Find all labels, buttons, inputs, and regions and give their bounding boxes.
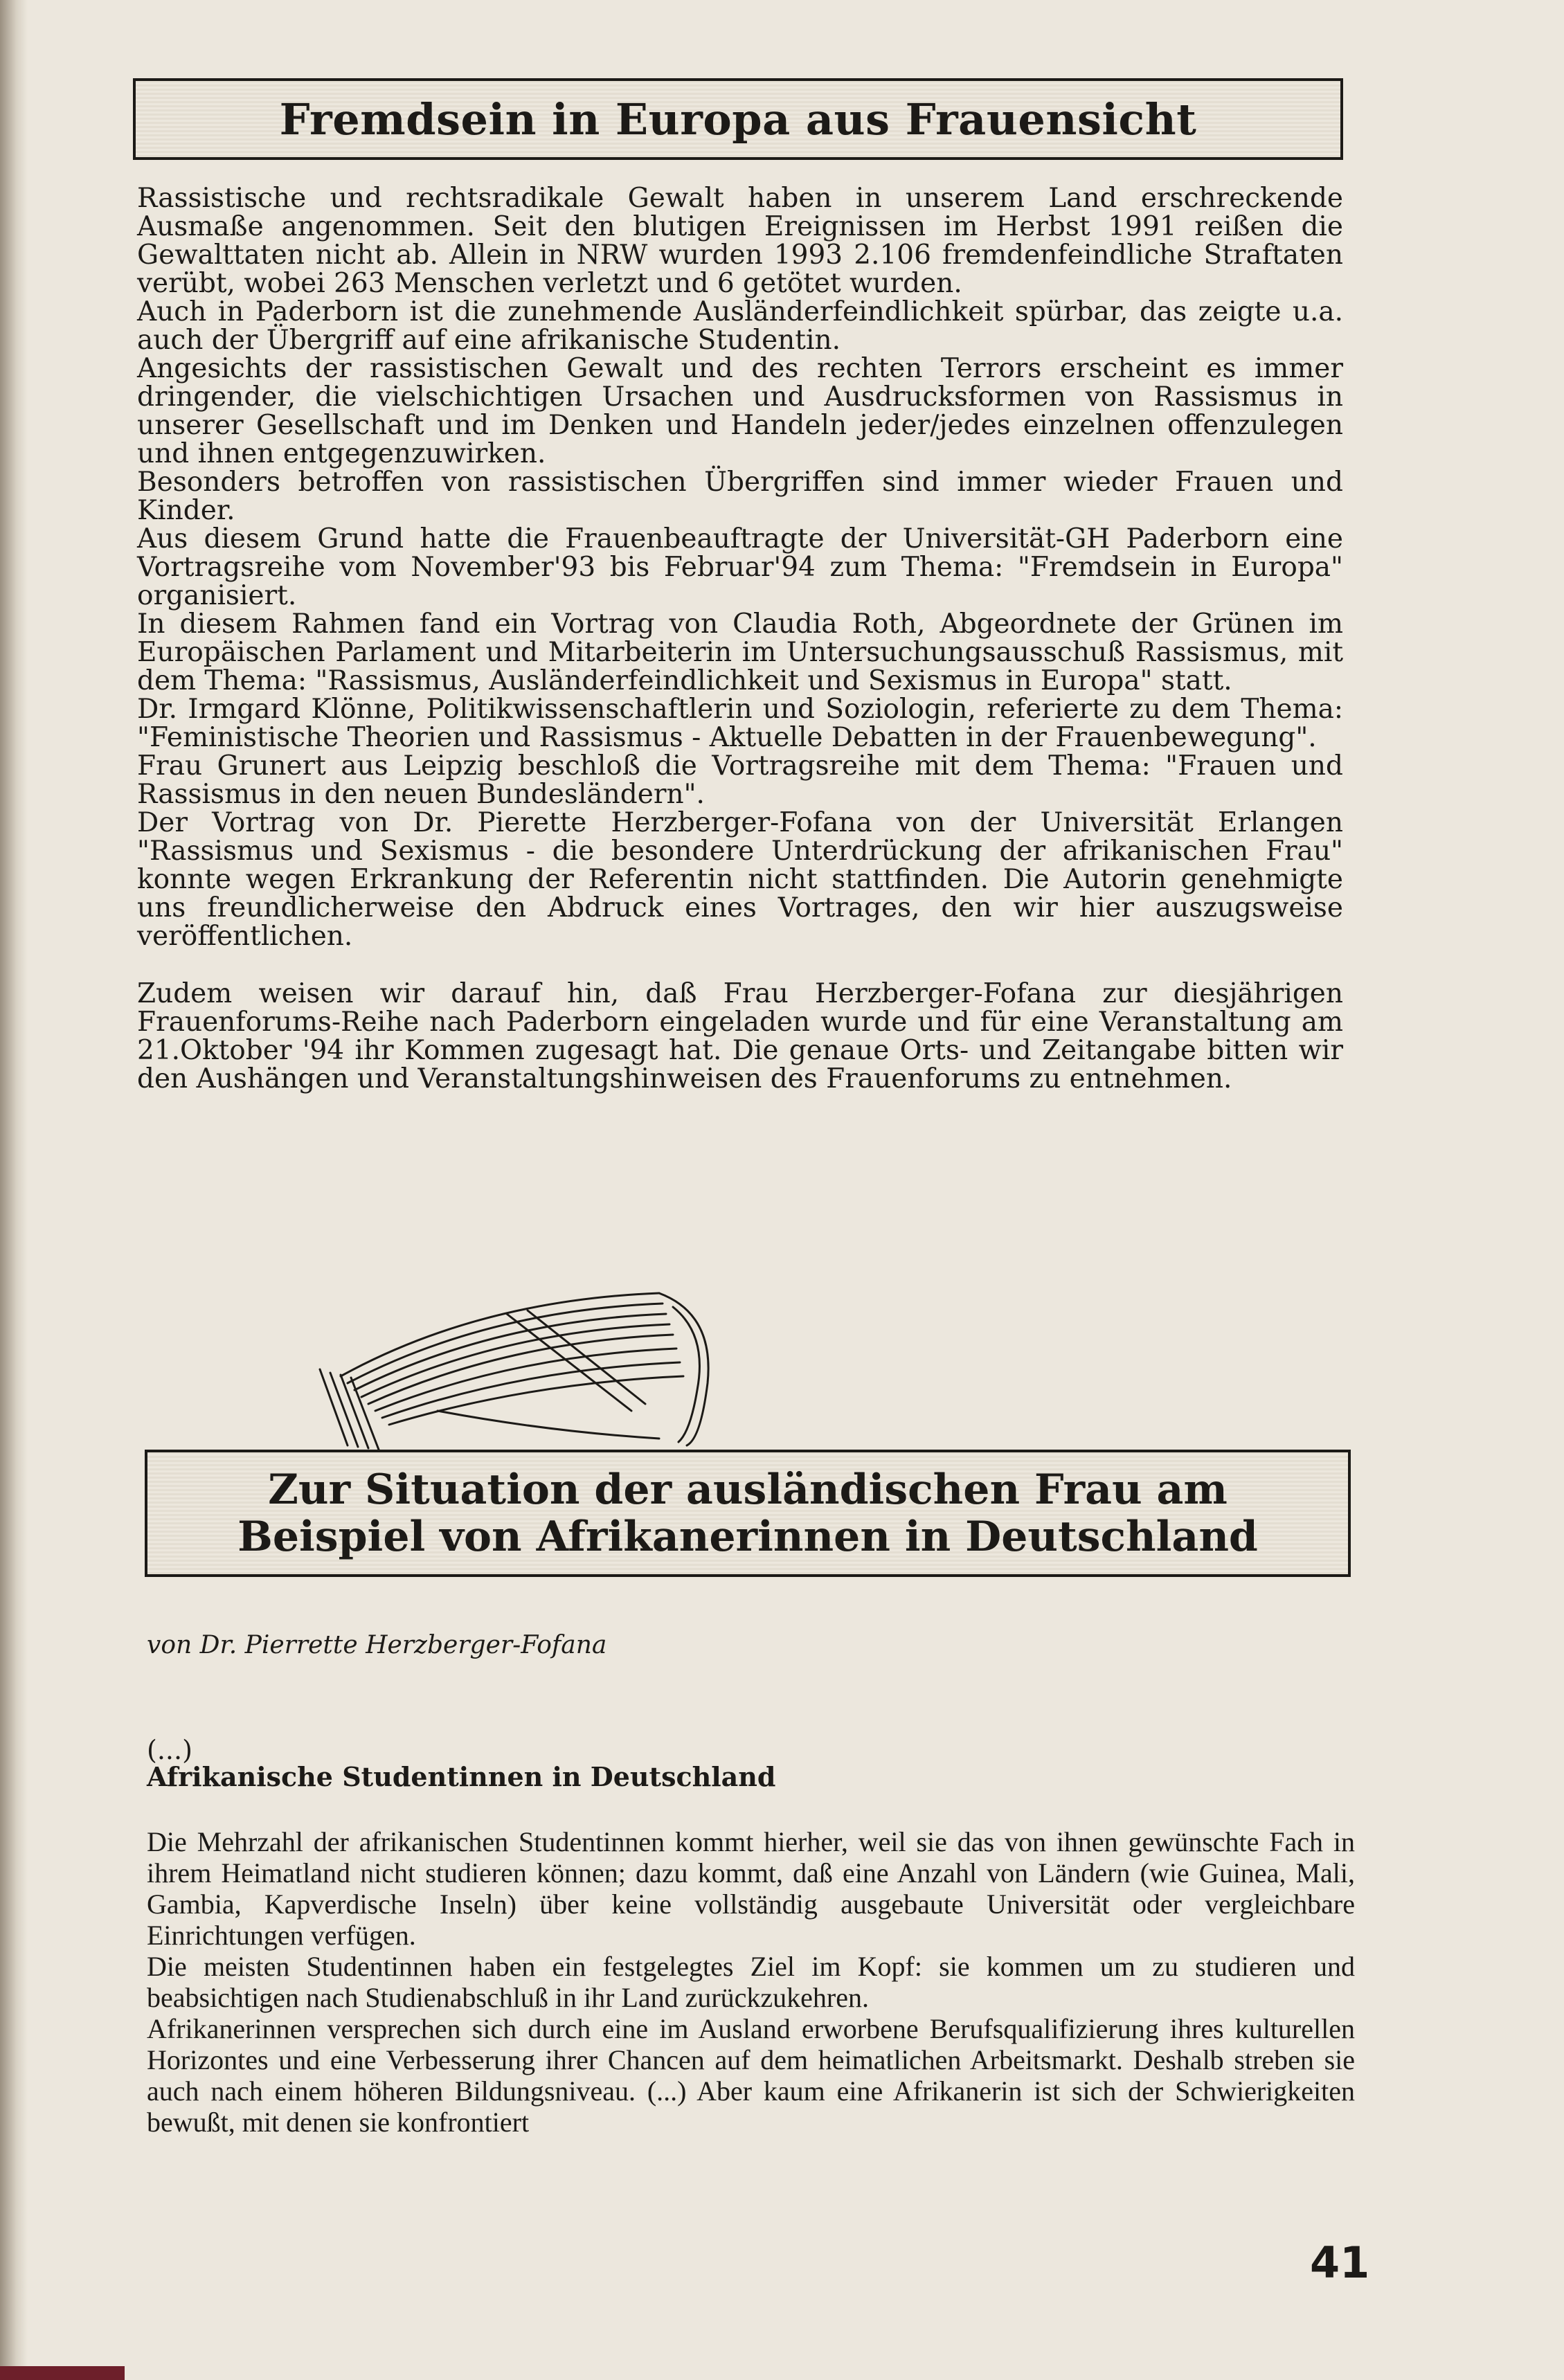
article1-paragraph: Auch in Paderborn ist die zunehmende Ausländerfeindlichkeit spürbar, das zeigte u.a. auch der Übergriff auf eine afrikanische Studentin. — [137, 296, 1343, 356]
article2-title-line-1: Zur Situation der ausländischen Frau am — [268, 1466, 1228, 1514]
article1-paragraph: Angesichts der rassistischen Gewalt und des rechten Terrors erscheint es immer dringender, die vielschichtigen Ursachen und Ausdrucksformen von Rassismus in unserer Gesellschaft und im Denken und Handeln jeder/jedes einzelnen offenzulegen und ihnen entgegenzuwirken. — [137, 353, 1343, 469]
article1-paragraph: Der Vortrag von Dr. Pierette Herzberger-Fofana von der Universität Erlangen "Rassismus und Sexismus - die besondere Unterdrückung der afrikanischen Frau" konnte wegen Erkrankung der Referentin nicht stattfinden. Die Autorin genehmigte uns freundlicherweise den Abdruck eines Vortrages, den wir hier auszugsweise veröffentlichen. — [137, 807, 1343, 952]
page-number: 41 — [1310, 2237, 1370, 2288]
page-bottom-edge — [0, 2366, 125, 2380]
article1-paragraph: Aus diesem Grund hatte die Frauenbeauftragte der Universität-GH Paderborn eine Vortragsreihe vom November'93 bis Februar'94 zum Thema: "Fremdsein in Europa" organisiert. — [137, 523, 1343, 611]
article1-body — [137, 184, 1343, 1093]
article1-paragraph: Rassistische und rechtsradikale Gewalt haben in unserem Land erschreckende Ausmaße angenommen. Seit den blutigen Ereignissen im Herbst 1991 reißen die Gewalttaten nicht ab. Allein in NRW wurden 1993 2.106 fremdenfeindliche Straftaten verübt, wobei 263 Menschen verletzt und 6 getötet wurden. — [137, 183, 1343, 299]
omission-marker: (...) — [147, 1735, 192, 1765]
article2-paragraph: Die Mehrzahl der afrikanischen Studentinnen kommt hierher, weil sie das von ihnen gewünschte Fach in ihrem Heimatland nicht studieren können; dazu kommt, daß eine Anzahl von Ländern (wie Guinea, Mali, Gambia, Kapverdische Inseln) über keine vollständig ausgebaute Universität oder vergleichbare Einrichtungen verfügen. — [147, 1826, 1355, 1951]
article1-paragraph: Frau Grunert aus Leipzig beschloß die Vortragsreihe mit dem Thema: "Frauen und Rassismus in den neuen Bundesländern". — [137, 750, 1343, 810]
article2-body — [147, 1826, 1355, 2138]
article2-title-box — [145, 1450, 1351, 1577]
article1-title-box — [133, 78, 1343, 160]
article2-paragraph: Afrikanerinnen versprechen sich durch eine im Ausland erworbene Berufsqualifizierung ihres kulturellen Horizontes und eine Verbesserung ihrer Chancen auf dem heimatlichen Arbeitsmarkt. Deshalb streben sie auch nach einem höheren Bildungsniveau. (...) Aber kaum eine Afrikanerin ist sich der Schwierigkeiten bewußt, mit denen sie konfrontiert — [147, 2013, 1355, 2138]
article1-paragraph: Besonders betroffen von rassistischen Übergriffen sind immer wieder Frauen und Kinder. — [137, 467, 1343, 526]
article1-paragraph: Zudem weisen wir darauf hin, daß Frau Herzberger-Fofana zur diesjährigen Frauenforums-Reihe nach Paderborn eingeladen wurde und für eine Veranstaltung am 21.Oktober '94 ihr Kommen zugesagt hat. Die genaue Orts- und Zeitangabe bitten wir den Aushängen und Veranstaltungshinweisen des Frauenforums zu entnehmen. — [137, 978, 1343, 1094]
section-subheading: Afrikanische Studentinnen in Deutschland — [147, 1761, 776, 1792]
article1-title: Fremdsein in Europa aus Frauensicht — [279, 93, 1197, 145]
article2-title-line-2: Beispiel von Afrikanerinnen in Deutschland — [237, 1513, 1258, 1561]
decorative-swoosh-ornament — [299, 1272, 735, 1459]
article1-paragraph: Dr. Irmgard Klönne, Politikwissenschaftlerin und Soziologin, referierte zu dem Thema: "Feministische Theorien und Rassismus - Aktuelle Debatten in der Frauenbewegung". — [137, 694, 1343, 753]
article2-paragraph: Die meisten Studentinnen haben ein festgelegtes Ziel im Kopf: sie kommen um zu studieren und beabsichtigen nach Studienabschluß in ihr Land zurückzukehren. — [147, 1951, 1355, 2013]
article1-paragraph: In diesem Rahmen fand ein Vortrag von Claudia Roth, Abgeordnete der Grünen im Europäischen Parlament und Mitarbeiterin im Untersuchungsausschuß Rassismus, mit dem Thema: "Rassismus, Ausländerfeindlichkeit und Sexismus in Europa" statt. — [137, 608, 1343, 696]
author-byline: von Dr. Pierrette Herzberger-Fofana — [147, 1631, 607, 1659]
page-binding-edge — [0, 0, 28, 2380]
